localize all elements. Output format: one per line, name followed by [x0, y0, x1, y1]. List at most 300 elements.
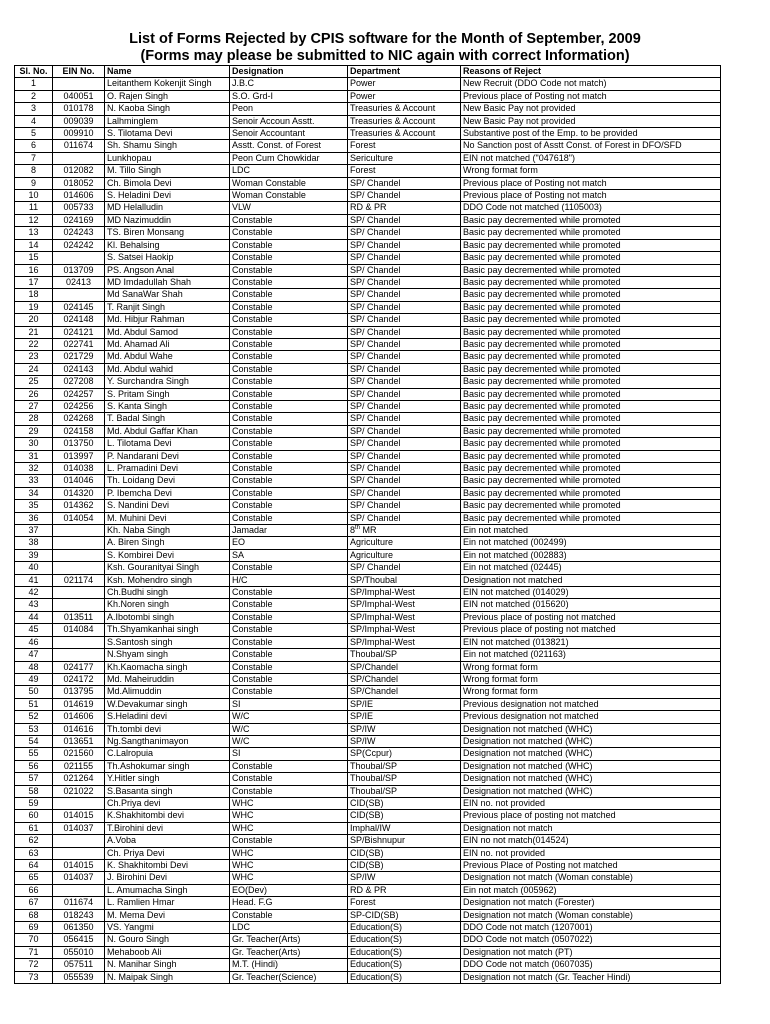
cell-department: SP/Chandel	[348, 661, 461, 673]
table-row	[15, 177, 721, 189]
cell-name: MD Helalludin	[105, 202, 230, 214]
cell-sl-no: 64	[15, 860, 53, 872]
cell-sl-no: 22	[15, 338, 53, 350]
cell-sl-no: 65	[15, 872, 53, 884]
cell-name: Th. Loidang Devi	[105, 475, 230, 487]
cell-sl-no: 7	[15, 152, 53, 164]
cell-reason: Basic pay decremented while promoted	[461, 450, 721, 462]
cell-name: Md. Abdul Wahe	[105, 351, 230, 363]
cell-sl-no: 69	[15, 922, 53, 934]
table-row	[15, 314, 721, 326]
cell-designation: Constable	[230, 363, 348, 375]
cell-ein-no: 014054	[53, 512, 105, 524]
cell-department: SP/ Chandel	[348, 214, 461, 226]
table-row	[15, 909, 721, 921]
table-row	[15, 438, 721, 450]
cell-reason: EIN not matched (015620)	[461, 599, 721, 611]
cell-designation: Constable	[230, 450, 348, 462]
cell-name: Ch. Priya Devi	[105, 847, 230, 859]
cell-name: S.Basanta singh	[105, 785, 230, 797]
cell-department: SP/Thoubal	[348, 574, 461, 586]
cell-ein-no: 024169	[53, 214, 105, 226]
cell-sl-no: 20	[15, 314, 53, 326]
cell-designation: Senoir Accoun Asstt.	[230, 115, 348, 127]
cell-ein-no	[53, 78, 105, 90]
cell-name: A. Biren Singh	[105, 537, 230, 549]
cell-sl-no: 14	[15, 239, 53, 251]
table-row	[15, 661, 721, 673]
cell-name: Ch.Priya devi	[105, 797, 230, 809]
cell-name: N. Manihar Singh	[105, 959, 230, 971]
cell-reason: Previous designation not matched	[461, 711, 721, 723]
table-row	[15, 90, 721, 102]
cell-ein-no: 021022	[53, 785, 105, 797]
table-row	[15, 773, 721, 785]
cell-designation: SI	[230, 748, 348, 760]
cell-ein-no: 024143	[53, 363, 105, 375]
cell-sl-no: 29	[15, 425, 53, 437]
cell-department: Education(S)	[348, 922, 461, 934]
cell-name: Md. Abdul wahid	[105, 363, 230, 375]
cell-ein-no: 024242	[53, 239, 105, 251]
cell-name: Md. Abdul Gaffar Khan	[105, 425, 230, 437]
cell-ein-no: 011674	[53, 140, 105, 152]
cell-reason: DDO Code not match (0507022)	[461, 934, 721, 946]
cell-reason: Substantive post of the Emp. to be provided	[461, 128, 721, 140]
cell-designation: EO(Dev)	[230, 884, 348, 896]
table-row	[15, 165, 721, 177]
cell-name: Md. Hibjur Rahman	[105, 314, 230, 326]
cell-ein-no: 013750	[53, 438, 105, 450]
cell-sl-no: 28	[15, 413, 53, 425]
cell-department: SP(Ccpur)	[348, 748, 461, 760]
cell-reason: Designation not match	[461, 822, 721, 834]
table-row	[15, 450, 721, 462]
table-row	[15, 599, 721, 611]
cell-ein-no	[53, 252, 105, 264]
cell-name: T.Birohini devi	[105, 822, 230, 834]
cell-sl-no: 52	[15, 711, 53, 723]
cell-ein-no: 014606	[53, 190, 105, 202]
cell-department: SP/ Chandel	[348, 376, 461, 388]
cell-ein-no: 014320	[53, 487, 105, 499]
cell-department: Power	[348, 90, 461, 102]
table-row	[15, 971, 721, 983]
cell-department: Education(S)	[348, 959, 461, 971]
cell-designation: Constable	[230, 252, 348, 264]
cell-ein-no: 021174	[53, 574, 105, 586]
cell-department: SP/ Chandel	[348, 425, 461, 437]
header-ein-no: EIN No.	[53, 66, 105, 78]
cell-name: Ksh. Mohendro singh	[105, 574, 230, 586]
cell-reason: Ein not matched	[461, 525, 721, 537]
cell-sl-no: 35	[15, 500, 53, 512]
cell-reason: Ein not matched (002499)	[461, 537, 721, 549]
cell-reason: Previous designation not matched	[461, 698, 721, 710]
cell-ein-no: 027208	[53, 376, 105, 388]
cell-sl-no: 61	[15, 822, 53, 834]
table-row	[15, 487, 721, 499]
cell-sl-no: 60	[15, 810, 53, 822]
cell-name: Ng.Sangthanimayon	[105, 735, 230, 747]
cell-department: SP/ Chandel	[348, 326, 461, 338]
cell-department: Forest	[348, 140, 461, 152]
cell-name: Kh.Kaomacha singh	[105, 661, 230, 673]
cell-designation: Constable	[230, 351, 348, 363]
table-row	[15, 686, 721, 698]
cell-ein-no: 013511	[53, 611, 105, 623]
cell-department: SP/IW	[348, 723, 461, 735]
table-row	[15, 624, 721, 636]
cell-name: Ch. Bimola Devi	[105, 177, 230, 189]
cell-department: SP/Bishnupur	[348, 835, 461, 847]
cell-designation: Constable	[230, 239, 348, 251]
cell-ein-no: 024268	[53, 413, 105, 425]
cell-department: CID(SB)	[348, 847, 461, 859]
cell-name: Leitanthem Kokenjit Singh	[105, 78, 230, 90]
cell-ein-no: 014038	[53, 463, 105, 475]
cell-department: SP/Imphal-West	[348, 624, 461, 636]
cell-designation: VLW	[230, 202, 348, 214]
cell-reason: Ein not matched (021163)	[461, 649, 721, 661]
cell-name: S. Satsei Haokip	[105, 252, 230, 264]
cell-designation: SA	[230, 549, 348, 561]
cell-department: SP/ Chandel	[348, 190, 461, 202]
cell-sl-no: 58	[15, 785, 53, 797]
cell-department: SP/ Chandel	[348, 400, 461, 412]
cell-department: Imphal/IW	[348, 822, 461, 834]
header-reasons: Reasons of Reject	[461, 66, 721, 78]
table-row	[15, 78, 721, 90]
cell-reason: Previous Place of Posting not matched	[461, 860, 721, 872]
cell-department: Education(S)	[348, 971, 461, 983]
table-row	[15, 847, 721, 859]
cell-name: Kh.Noren singh	[105, 599, 230, 611]
cell-designation: EO	[230, 537, 348, 549]
cell-ein-no	[53, 537, 105, 549]
cell-name: L. Ramlien Hmar	[105, 897, 230, 909]
cell-ein-no: 014015	[53, 810, 105, 822]
cell-sl-no: 67	[15, 897, 53, 909]
cell-sl-no: 44	[15, 611, 53, 623]
cell-designation: Constable	[230, 376, 348, 388]
cell-name: Lunkhopau	[105, 152, 230, 164]
cell-reason: DDO Code not matched (1105003)	[461, 202, 721, 214]
cell-department: Forest	[348, 897, 461, 909]
cell-department: CID(SB)	[348, 860, 461, 872]
cell-reason: DDO Code not match (0607035)	[461, 959, 721, 971]
cell-designation: WHC	[230, 797, 348, 809]
cell-department: SP/Imphal-West	[348, 587, 461, 599]
cell-department: Forest	[348, 165, 461, 177]
table-row	[15, 860, 721, 872]
cell-sl-no: 47	[15, 649, 53, 661]
cell-designation: Constable	[230, 773, 348, 785]
cell-department: SP/Imphal-West	[348, 599, 461, 611]
cell-sl-no: 12	[15, 214, 53, 226]
cell-ein-no: 055010	[53, 946, 105, 958]
table-row	[15, 636, 721, 648]
cell-reason: No Sanction post of Asstt Const. of Forest in DFO/SFD	[461, 140, 721, 152]
cell-sl-no: 26	[15, 388, 53, 400]
table-row	[15, 537, 721, 549]
cell-department: SP/Imphal-West	[348, 636, 461, 648]
cell-ein-no: 024243	[53, 227, 105, 239]
cell-name: M. Tillo Singh	[105, 165, 230, 177]
cell-name: T. Ranjit Singh	[105, 301, 230, 313]
cell-ein-no: 057511	[53, 959, 105, 971]
cell-department: SP/ Chandel	[348, 239, 461, 251]
cell-ein-no: 024158	[53, 425, 105, 437]
cell-reason: Basic pay decremented while promoted	[461, 301, 721, 313]
cell-designation: Woman Constable	[230, 177, 348, 189]
cell-designation: S.O. Grd-I	[230, 90, 348, 102]
cell-sl-no: 68	[15, 909, 53, 921]
cell-ein-no: 014606	[53, 711, 105, 723]
cell-reason: Basic pay decremented while promoted	[461, 388, 721, 400]
cell-reason: Designation not matched (WHC)	[461, 723, 721, 735]
cell-sl-no: 5	[15, 128, 53, 140]
cell-ein-no	[53, 649, 105, 661]
cell-department: SP/ Chandel	[348, 338, 461, 350]
cell-department: SP/Chandel	[348, 686, 461, 698]
cell-designation: Constable	[230, 214, 348, 226]
cell-designation: Head. F.G	[230, 897, 348, 909]
cell-sl-no: 24	[15, 363, 53, 375]
cell-reason: Designation not matched	[461, 574, 721, 586]
cell-name: Kl. Behalsing	[105, 239, 230, 251]
table-row	[15, 822, 721, 834]
cell-reason: Basic pay decremented while promoted	[461, 487, 721, 499]
cell-department: Education(S)	[348, 934, 461, 946]
cell-department: Education(S)	[348, 946, 461, 958]
cell-department: SP/ Chandel	[348, 363, 461, 375]
cell-sl-no: 11	[15, 202, 53, 214]
table-row	[15, 797, 721, 809]
cell-name: M. Muhini Devi	[105, 512, 230, 524]
cell-name: A.Voba	[105, 835, 230, 847]
cell-designation: Constable	[230, 587, 348, 599]
cell-designation: Constable	[230, 326, 348, 338]
cell-reason: Basic pay decremented while promoted	[461, 227, 721, 239]
cell-ein-no: 024256	[53, 400, 105, 412]
cell-department: SP/ Chandel	[348, 450, 461, 462]
cell-sl-no: 43	[15, 599, 53, 611]
cell-ein-no	[53, 599, 105, 611]
cell-ein-no: 021560	[53, 748, 105, 760]
cell-sl-no: 10	[15, 190, 53, 202]
cell-ein-no: 056415	[53, 934, 105, 946]
cell-reason: EIN not matched ("047618")	[461, 152, 721, 164]
cell-sl-no: 41	[15, 574, 53, 586]
table-row	[15, 351, 721, 363]
cell-reason: Basic pay decremented while promoted	[461, 326, 721, 338]
table-row	[15, 103, 721, 115]
cell-reason: EIN not matched (014029)	[461, 587, 721, 599]
cell-sl-no: 30	[15, 438, 53, 450]
cell-ein-no: 014046	[53, 475, 105, 487]
cell-sl-no: 45	[15, 624, 53, 636]
cell-reason: Designation not matched (WHC)	[461, 748, 721, 760]
cell-ein-no: 018052	[53, 177, 105, 189]
cell-name: Md. Maheiruddin	[105, 673, 230, 685]
cell-reason: Basic pay decremented while promoted	[461, 463, 721, 475]
cell-reason: Basic pay decremented while promoted	[461, 500, 721, 512]
cell-name: Th.tombi devi	[105, 723, 230, 735]
cell-department: SP/IE	[348, 711, 461, 723]
cell-ein-no: 011674	[53, 897, 105, 909]
table-header-row	[15, 66, 721, 78]
table-body	[15, 78, 721, 984]
cell-ein-no: 013997	[53, 450, 105, 462]
cell-department: SP/ Chandel	[348, 388, 461, 400]
table-row	[15, 388, 721, 400]
cell-reason: Designation not matched (WHC)	[461, 785, 721, 797]
cell-ein-no: 014084	[53, 624, 105, 636]
table-row	[15, 239, 721, 251]
cell-ein-no: 024257	[53, 388, 105, 400]
cell-ein-no: 022741	[53, 338, 105, 350]
cell-designation: Constable	[230, 338, 348, 350]
table-row	[15, 673, 721, 685]
cell-name: C.Lalropuia	[105, 748, 230, 760]
cell-department: SP-CID(SB)	[348, 909, 461, 921]
cell-ein-no	[53, 549, 105, 561]
cell-ein-no: 024145	[53, 301, 105, 313]
table-row	[15, 574, 721, 586]
cell-sl-no: 18	[15, 289, 53, 301]
cell-designation: Constable	[230, 264, 348, 276]
cell-name: O. Rajen Singh	[105, 90, 230, 102]
table-row	[15, 525, 721, 537]
cell-designation: H/C	[230, 574, 348, 586]
cell-department: SP/ Chandel	[348, 562, 461, 574]
cell-department: SP/ Chandel	[348, 227, 461, 239]
cell-sl-no: 21	[15, 326, 53, 338]
cell-sl-no: 31	[15, 450, 53, 462]
cell-ein-no: 024172	[53, 673, 105, 685]
cell-reason: Previous place of Posting not match	[461, 177, 721, 189]
cell-department: SP/ Chandel	[348, 463, 461, 475]
table-row	[15, 214, 721, 226]
cell-designation: Peon Cum Chowkidar	[230, 152, 348, 164]
cell-sl-no: 1	[15, 78, 53, 90]
cell-designation: Constable	[230, 425, 348, 437]
cell-sl-no: 55	[15, 748, 53, 760]
cell-department: Thoubal/SP	[348, 785, 461, 797]
cell-department: Treasuries & Account	[348, 103, 461, 115]
cell-designation: Constable	[230, 760, 348, 772]
cell-name: P. Nandarani Devi	[105, 450, 230, 462]
cell-designation: Constable	[230, 487, 348, 499]
cell-name: Kh. Naba Singh	[105, 525, 230, 537]
cell-department: Thoubal/SP	[348, 773, 461, 785]
table-row	[15, 934, 721, 946]
cell-sl-no: 6	[15, 140, 53, 152]
cell-sl-no: 23	[15, 351, 53, 363]
table-row	[15, 326, 721, 338]
cell-sl-no: 3	[15, 103, 53, 115]
cell-reason: Basic pay decremented while promoted	[461, 338, 721, 350]
header-designation: Designation	[230, 66, 348, 78]
table-row	[15, 276, 721, 288]
table-row	[15, 338, 721, 350]
table-row	[15, 649, 721, 661]
cell-sl-no: 72	[15, 959, 53, 971]
cell-designation: Constable	[230, 289, 348, 301]
cell-department: SP/ Chandel	[348, 252, 461, 264]
cell-designation: Constable	[230, 611, 348, 623]
cell-designation: WHC	[230, 822, 348, 834]
cell-ein-no: 013709	[53, 264, 105, 276]
cell-reason: EIN not matched (013821)	[461, 636, 721, 648]
cell-department: SP/ Chandel	[348, 438, 461, 450]
table-row	[15, 413, 721, 425]
table-row	[15, 140, 721, 152]
cell-designation: Gr. Teacher(Science)	[230, 971, 348, 983]
cell-reason: Previous place of posting not matched	[461, 810, 721, 822]
cell-ein-no	[53, 587, 105, 599]
cell-sl-no: 50	[15, 686, 53, 698]
table-row	[15, 835, 721, 847]
cell-name: N. Gouro Singh	[105, 934, 230, 946]
cell-reason: Designation not match (PT)	[461, 946, 721, 958]
cell-department: SP/ Chandel	[348, 487, 461, 499]
rejected-forms-table	[14, 65, 721, 984]
cell-department: Treasuries & Account	[348, 128, 461, 140]
cell-name: J. Birohini Devi	[105, 872, 230, 884]
cell-ein-no	[53, 797, 105, 809]
cell-designation: Constable	[230, 673, 348, 685]
cell-designation: J.B.C	[230, 78, 348, 90]
cell-sl-no: 16	[15, 264, 53, 276]
table-row	[15, 587, 721, 599]
cell-ein-no: 024148	[53, 314, 105, 326]
cell-name: MD Nazimuddin	[105, 214, 230, 226]
cell-name: Md SanaWar Shah	[105, 289, 230, 301]
cell-sl-no: 40	[15, 562, 53, 574]
cell-ein-no: 061350	[53, 922, 105, 934]
cell-department: SP/ Chandel	[348, 314, 461, 326]
table-row	[15, 202, 721, 214]
table-row	[15, 723, 721, 735]
cell-reason: Basic pay decremented while promoted	[461, 351, 721, 363]
cell-ein-no: 013795	[53, 686, 105, 698]
cell-name: S.Santosh singh	[105, 636, 230, 648]
cell-sl-no: 25	[15, 376, 53, 388]
cell-reason: Basic pay decremented while promoted	[461, 400, 721, 412]
cell-name: S. Nandini Devi	[105, 500, 230, 512]
cell-reason: Basic pay decremented while promoted	[461, 363, 721, 375]
cell-name: P. Ibemcha Devi	[105, 487, 230, 499]
cell-name: Lalhminglem	[105, 115, 230, 127]
cell-designation: Constable	[230, 314, 348, 326]
cell-sl-no: 39	[15, 549, 53, 561]
page-subtitle: (Forms may please be submitted to NIC again with correct Information)	[140, 48, 630, 64]
cell-department: CID(SB)	[348, 810, 461, 822]
cell-reason: Designation not matched (WHC)	[461, 773, 721, 785]
cell-reason: Previous place of Posting not match	[461, 90, 721, 102]
table-row	[15, 475, 721, 487]
cell-department: SP/ Chandel	[348, 475, 461, 487]
cell-name: Sh. Shamu Singh	[105, 140, 230, 152]
cell-ein-no: 005733	[53, 202, 105, 214]
table-row	[15, 562, 721, 574]
cell-designation: WHC	[230, 847, 348, 859]
cell-department: Agriculture	[348, 537, 461, 549]
cell-name: MD Imdadullah Shah	[105, 276, 230, 288]
table-row	[15, 400, 721, 412]
